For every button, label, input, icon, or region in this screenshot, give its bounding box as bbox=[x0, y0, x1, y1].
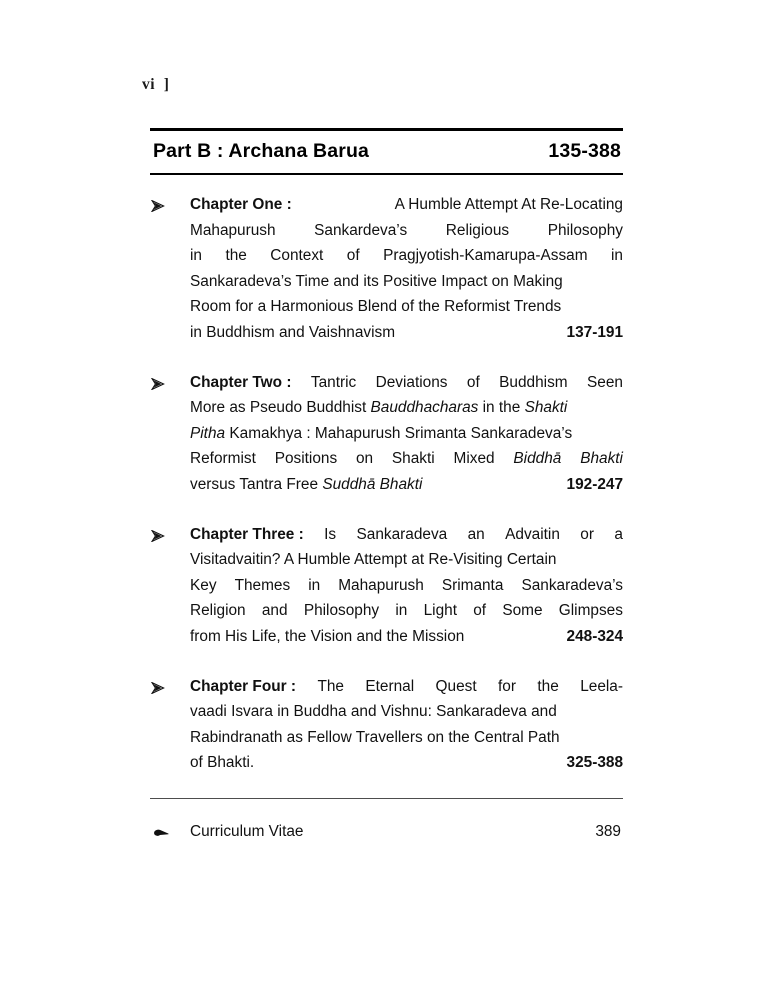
chapter-tail-text: of Bhakti. bbox=[190, 754, 255, 772]
list-item[interactable] bbox=[150, 370, 623, 498]
text-line: Visitadvaitin? A Humble Attempt at Re-Visiting Certain bbox=[190, 551, 557, 569]
italic-term: Biddhā bbox=[513, 450, 562, 468]
arrow-bullet-icon bbox=[151, 675, 169, 694]
list-item[interactable] bbox=[150, 192, 623, 346]
text-line: Chapter Three : Is Sankaradeva an Advaitin or a bbox=[190, 522, 623, 548]
text-line: Reformist Positions on Shakti Mixed Biddhā Bhakti bbox=[190, 446, 623, 472]
text-line: vaadi Isvara in Buddha and Vishnu: Sankaradeva and bbox=[190, 703, 557, 721]
arrow-bullet-icon bbox=[151, 193, 169, 212]
chapter-list bbox=[150, 175, 623, 776]
folio-page-number: vi ] bbox=[142, 76, 170, 93]
curriculum-vitae-row[interactable] bbox=[150, 799, 623, 841]
arrow-bullet-icon bbox=[151, 371, 169, 390]
footer-page-number: 389 bbox=[595, 822, 621, 840]
text-line: Pitha Kamakhya : Mahapurush Srimanta Sankaradeva’s bbox=[190, 424, 573, 442]
chapter-two-text bbox=[190, 370, 623, 498]
text-line-last bbox=[190, 320, 623, 346]
content-column bbox=[150, 128, 623, 841]
chapter-lead: Chapter Four : bbox=[190, 677, 297, 695]
text-line: Rabindranath as Fellow Travellers on the Central Path bbox=[190, 728, 560, 746]
italic-term: Suddhā Bhakti bbox=[322, 475, 423, 493]
chapter-four-text bbox=[190, 674, 623, 776]
text-line: Chapter Two : Tantric Deviations of Buddhism Seen bbox=[190, 370, 623, 396]
pen-arrow-bullet-icon bbox=[152, 826, 172, 844]
chapter-page-range: 325-388 bbox=[566, 754, 623, 772]
arrow-bullet-icon bbox=[151, 523, 169, 542]
text-line: More as Pseudo Buddhist Bauddhacharas in the Shakti bbox=[190, 399, 568, 417]
text-line-last bbox=[190, 472, 623, 498]
italic-term: Shakti bbox=[524, 399, 568, 417]
footer-label: Curriculum Vitae bbox=[190, 822, 304, 840]
chapter-tail-text: from His Life, the Vision and the Mission bbox=[190, 627, 465, 645]
chapter-tail-text: in Buddhism and Vaishnavism bbox=[190, 323, 396, 341]
chapter-lead: Chapter Three : bbox=[190, 525, 304, 543]
text-line: Room for a Harmonious Blend of the Reformist Trends bbox=[190, 298, 562, 316]
chapter-page-range: 248-324 bbox=[566, 627, 623, 645]
italic-term: Bhakti bbox=[580, 450, 623, 468]
italic-term: Pitha bbox=[190, 424, 226, 442]
text-line-last bbox=[190, 750, 623, 776]
part-page-range: 135-388 bbox=[548, 140, 621, 162]
chapter-three-text bbox=[190, 522, 623, 650]
text-line: Key Themes in Mahapurush Srimanta Sankaradeva’s bbox=[190, 576, 623, 594]
list-item[interactable] bbox=[150, 674, 623, 776]
list-item[interactable] bbox=[150, 522, 623, 650]
chapter-lead: Chapter Two : bbox=[190, 373, 292, 391]
text-line: Mahapurush Sankardeva’s Religious Philosophy bbox=[190, 221, 623, 239]
text-line: Sankaradeva’s Time and its Positive Impact on Making bbox=[190, 272, 563, 290]
part-header bbox=[150, 131, 623, 173]
text-line-last bbox=[190, 624, 623, 650]
chapter-page-range: 192-247 bbox=[566, 475, 623, 493]
text-line: Chapter Four : The Eternal Quest for the Leela- bbox=[190, 674, 623, 700]
text-line: in the Context of Pragjyotish-Kamarupa-Assam in bbox=[190, 247, 623, 265]
chapter-page-range: 137-191 bbox=[566, 323, 623, 341]
italic-term: Bauddhacharas bbox=[370, 399, 479, 417]
chapter-tail-text: versus Tantra Free Suddhā Bhakti bbox=[190, 475, 423, 493]
text-line: Chapter One : A Humble Attempt At Re-Locating bbox=[190, 192, 623, 218]
chapter-lead: Chapter One : bbox=[190, 196, 292, 213]
text-line: Religion and Philosophy in Light of Some Glimpses bbox=[190, 602, 623, 620]
part-title: Part B : Archana Barua bbox=[153, 140, 370, 162]
chapter-one-text bbox=[190, 192, 623, 346]
